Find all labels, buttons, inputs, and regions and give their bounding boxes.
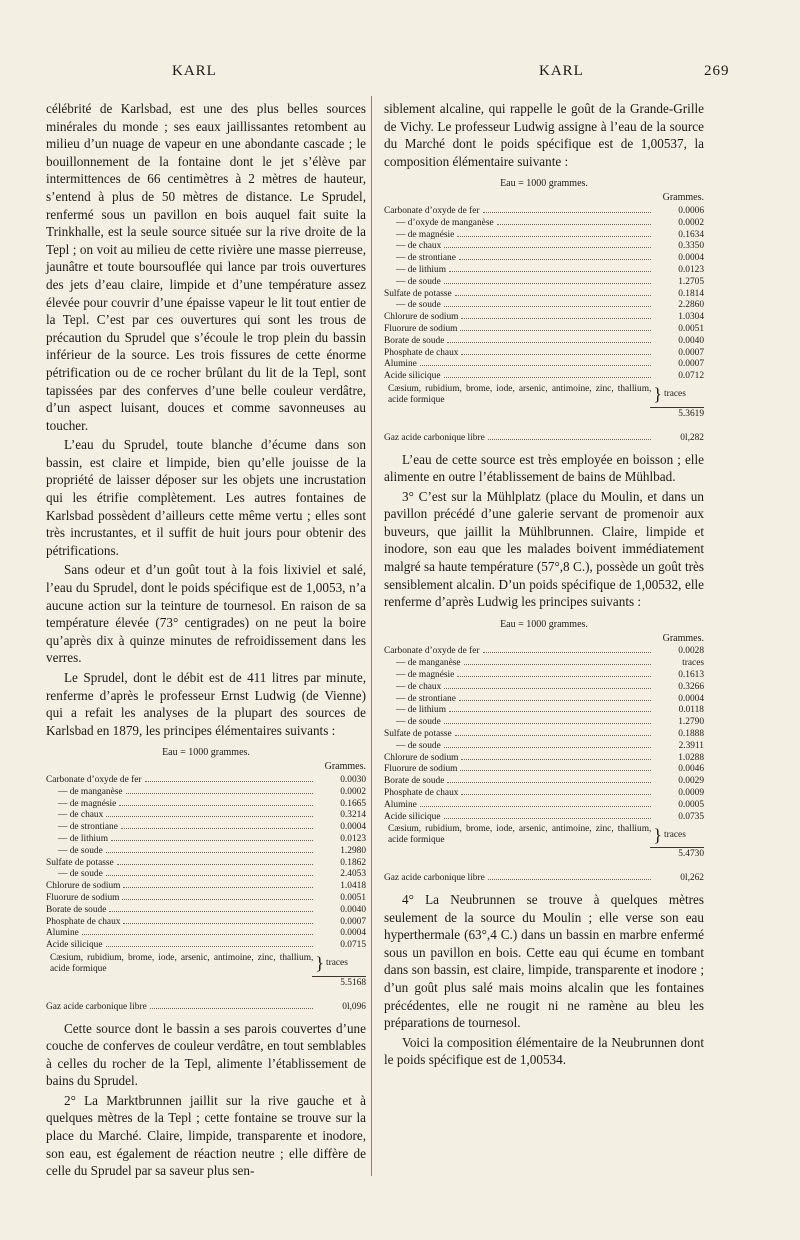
table-row [46, 905, 366, 917]
compound-label: Chlorure de sodium [384, 752, 459, 763]
table-row [384, 312, 704, 324]
right-column [384, 100, 704, 1071]
dot-leader [444, 283, 651, 284]
compound-value: 0.0007 [340, 916, 366, 927]
compound-value: 1.0288 [678, 752, 704, 763]
compound-value: 0.0123 [678, 264, 704, 275]
compound-label: Chlorure de sodium [46, 881, 121, 892]
compound-label: — de lithium [396, 705, 446, 716]
compound-label: Carbonate d’oxyde de fer [46, 774, 142, 785]
traces-row [384, 824, 704, 846]
table-row [384, 682, 704, 694]
table-row [384, 788, 704, 800]
compound-label: Sulfate de potasse [384, 288, 452, 299]
table-row [46, 917, 366, 929]
paragraph: Le Sprudel, dont le débit est de 411 litres par minute, renferme d’après le professeur Ernst Ludwig (de Vienne) qui a refait les analyses de la plupart des sources de Karlsbad en 1879, les principes élémentaires suivants : [46, 670, 366, 738]
table-row [46, 799, 366, 811]
compound-value: 2.2860 [678, 300, 704, 311]
traces-label: Cæsium, rubidium, brome, iode, arsenic, antimoine, zinc, thallium, acide formique [388, 383, 652, 405]
paragraph: 2° La Marktbrunnen jaillit sur la rive gauche et à quelques mètres de la Tepl ; cette fontaine se trouve sur la place du Marché. Claire, limpide, transparente et inodore, son eau, est également de réaction neutre ; elle diffère de celle du Sprudel par sa saveur plus sen- [46, 1092, 366, 1179]
compound-value: 0.0007 [678, 359, 704, 370]
compound-value: 0.0029 [678, 776, 704, 787]
dot-leader [123, 887, 313, 888]
compound-label: Phosphate de chaux [46, 916, 121, 927]
dot-leader [122, 899, 313, 900]
compound-label: Chlorure de sodium [384, 312, 459, 323]
total-value: 5.5168 [312, 976, 366, 990]
compound-label: — de soude [396, 276, 441, 287]
compound-label: Phosphate de chaux [384, 347, 459, 358]
dot-leader [444, 688, 651, 689]
composition-table-markt [384, 178, 704, 444]
dot-leader [488, 439, 651, 440]
compound-value: 0.0040 [678, 335, 704, 346]
traces-label: Cæsium, rubidium, brome, iode, arsenic, antimoine, zinc, thallium, acide formique [50, 952, 314, 974]
compound-label: Sulfate de potasse [46, 857, 114, 868]
table-row [384, 289, 704, 301]
compound-label: — de soude [396, 717, 441, 728]
brace-glyph: } [315, 953, 324, 974]
brace-glyph: } [653, 384, 662, 405]
dot-leader [106, 875, 313, 876]
paragraph: 3° C’est sur la Mühlplatz (place du Moulin, et dans un pavillon précédé d’une galerie servant de promenoir aux buveurs, que jaillit la Mühlbrunnen. Claire, limpide et inodore, son eau que les malades boivent immédiatement malgré sa haute température (57°,8 C.), possède un goût très sensiblement alcalin. D’un poids spécifique de 1,00532, elle renferme d’après Ludwig les principes suivants : [384, 488, 704, 610]
compound-value: 1.2705 [678, 276, 704, 287]
dot-leader [150, 1008, 313, 1009]
compound-value: 0.0004 [340, 822, 366, 833]
traces-row [46, 953, 366, 975]
paragraph: Voici la composition élémentaire de la Neubrunnen dont le poids spécifique est de 1,00534. [384, 1034, 704, 1068]
dot-leader [455, 295, 651, 296]
traces-label: Cæsium, rubidium, brome, iode, arsenic, antimoine, zinc, thallium, acide formique [388, 824, 652, 846]
compound-value: 0.1634 [678, 229, 704, 240]
dot-leader [126, 793, 313, 794]
dot-leader [117, 864, 313, 865]
compound-value: 0.0123 [340, 833, 366, 844]
dot-leader [483, 212, 651, 213]
compound-label: Sulfate de potasse [384, 729, 452, 740]
dot-leader [459, 700, 651, 701]
compound-value: 0.0002 [678, 217, 704, 228]
dot-leader [460, 330, 651, 331]
table-row [46, 775, 366, 787]
dot-leader [464, 664, 651, 665]
compound-label: — d’oxyde de manganèse [396, 217, 494, 228]
unit-header: Grammes. [662, 632, 704, 644]
table-row [384, 670, 704, 682]
dot-leader [459, 259, 651, 260]
unit-header: Grammes. [662, 192, 704, 204]
table-row [384, 359, 704, 371]
compound-value: 0.0007 [678, 347, 704, 358]
compound-value: 0.0118 [678, 705, 704, 716]
dot-leader [145, 781, 313, 782]
dot-leader [461, 354, 651, 355]
gas-label: Gaz acide carbonique libre [384, 432, 485, 443]
table-row [384, 717, 704, 729]
dot-leader [483, 652, 651, 653]
gas-row [384, 873, 704, 885]
table-row [46, 787, 366, 799]
compound-label: — de manganèse [58, 786, 123, 797]
compound-value: 0.1665 [340, 798, 366, 809]
table-row [384, 218, 704, 230]
table-row [384, 812, 704, 824]
table-row [46, 881, 366, 893]
compound-value: 0.0002 [340, 786, 366, 797]
table-row [384, 241, 704, 253]
compound-label: Carbonate d’oxyde de fer [384, 205, 480, 216]
dot-leader [420, 806, 651, 807]
table-row [384, 800, 704, 812]
compound-label: Alumine [384, 799, 417, 810]
dot-leader [444, 247, 651, 248]
total-row [384, 407, 704, 421]
compound-label: — de manganèse [396, 658, 461, 669]
compound-value: 0.0046 [678, 764, 704, 775]
compound-value: 0.0712 [678, 371, 704, 382]
dot-leader [109, 911, 313, 912]
dot-leader [457, 236, 651, 237]
compound-label: Acide silicique [46, 940, 103, 951]
compound-value: 0.0735 [678, 811, 704, 822]
table-row [384, 230, 704, 242]
compound-value: 1.0418 [340, 881, 366, 892]
dot-leader [444, 747, 651, 748]
dot-leader [461, 759, 651, 760]
compound-label: Fluorure de sodium [46, 892, 120, 903]
table-caption: Eau = 1000 grammes. [500, 618, 588, 630]
dot-leader [444, 377, 652, 378]
table-row [384, 658, 704, 670]
gas-value: 0l,262 [680, 873, 704, 884]
gas-row [384, 433, 704, 445]
total-row [46, 976, 366, 990]
paragraph: L’eau du Sprudel, toute blanche d’écume dans son bassin, est claire et limpide, bien qu’elle jouisse de la propriété de laisser déposer sur les objets une incrustation qui les étrifie complètement. Les autres fontaines de Karlsbad possèdent d’ailleurs cette même vertu ; elles sont très incrustantes, et il suffit de huit jours pour obtenir des pétrifications. [46, 437, 366, 558]
compound-label: Borate de soude [46, 904, 107, 915]
table-row [384, 776, 704, 788]
compound-value: 0.3214 [340, 810, 366, 821]
table-row [384, 253, 704, 265]
compound-value: traces [682, 658, 704, 669]
compound-value: 1.0304 [678, 312, 704, 323]
traces-row [384, 384, 704, 406]
compound-label: Borate de soude [384, 335, 445, 346]
table-row [384, 371, 704, 383]
compound-label: — de soude [58, 845, 103, 856]
dot-leader [449, 271, 651, 272]
dot-leader [444, 818, 652, 819]
table-row [46, 869, 366, 881]
total-value: 5.4730 [650, 847, 704, 861]
compound-value: 0.1613 [678, 670, 704, 681]
compound-label: — de chaux [58, 810, 104, 821]
unit-header: Grammes. [324, 761, 366, 773]
table-row [384, 741, 704, 753]
dot-leader [444, 306, 651, 307]
table-row [46, 822, 366, 834]
table-row [384, 206, 704, 218]
traces-value: traces [326, 958, 348, 969]
table-row [384, 729, 704, 741]
brace-glyph: } [653, 824, 662, 845]
compound-value: 0.0715 [340, 940, 366, 951]
dot-leader [420, 365, 651, 366]
compound-value: 0.0004 [340, 928, 366, 939]
compound-value: 0.3350 [678, 241, 704, 252]
composition-table-muhl [384, 619, 704, 885]
compound-label: Acide silicique [384, 371, 441, 382]
gas-value: 0l,282 [680, 432, 704, 443]
total-row [384, 847, 704, 861]
compound-label: Acide silicique [384, 811, 441, 822]
table-row [384, 277, 704, 289]
traces-value: traces [664, 829, 686, 840]
traces-value: traces [664, 389, 686, 400]
compound-value: 0.0030 [340, 774, 366, 785]
paragraph: siblement alcaline, qui rappelle le goût de la Grande-Grille de Vichy. Le professeur Ludwig assigne à l’eau de la source du Marché dont le poids spécifique est de 1,00537, la composition élémentaire suivante : [384, 101, 704, 169]
gas-row [46, 1002, 366, 1014]
compound-label: — de strontiane [58, 822, 118, 833]
dot-leader [497, 224, 651, 225]
paragraph: L’eau de cette source est très employée en boisson ; elle alimente en outre l’établissement de bains de Mühlbad. [384, 451, 704, 485]
composition-table-sprudel [46, 747, 366, 1013]
compound-label: Carbonate d’oxyde de fer [384, 646, 480, 657]
compound-label: — de magnésie [396, 670, 455, 681]
gas-label: Gaz acide carbonique libre [46, 1001, 147, 1012]
compound-label: Alumine [46, 928, 79, 939]
compound-value: 1.2790 [678, 717, 704, 728]
paragraph: Sans odeur et d’un goût tout à la fois lixiviel et salé, l’eau du Sprudel, dont le poids spécifique est de 1,0053, n’a aucune action sur la teinture de tournesol. En raison de sa température élevée (73° centigrades) on ne peut la boire qu’après dix à quinze minutes de refroidissement dans les verres. [46, 562, 366, 666]
column-divider [371, 96, 372, 1176]
table-row [384, 300, 704, 312]
table-row [46, 834, 366, 846]
gas-label: Gaz acide carbonique libre [384, 873, 485, 884]
table-row [384, 336, 704, 348]
compound-label: Phosphate de chaux [384, 788, 459, 799]
dot-leader [461, 318, 651, 319]
compound-label: — de magnésie [396, 229, 455, 240]
gas-value: 0l,096 [342, 1001, 366, 1012]
table-row [384, 764, 704, 776]
compound-label: Borate de soude [384, 776, 445, 787]
paragraph: 4° La Neubrunnen se trouve à quelques mètres seulement de la source du Moulin ; elle verse son eau hyperthermale (63°,4 C.) dans un bassin en marbre enfermé sous un pavillon en bois. Cette eau qui écume en tombant dans son bassin, est claire, limpide, transparente et inodore ; d’un goût plus salé mais moins alcalin que les fontaines précédentes, elle ne rougit ni ne ramène au bleu les préparations de tournesol. [384, 892, 704, 1031]
left-column [46, 100, 366, 1182]
compound-value: 0.0028 [678, 646, 704, 657]
dot-leader [461, 794, 651, 795]
right-running-head: KARL [539, 63, 584, 79]
dot-leader [460, 770, 651, 771]
page-number: 269 [704, 63, 730, 79]
compound-value: 1.2980 [340, 845, 366, 856]
dot-leader [444, 723, 651, 724]
dot-leader [449, 711, 651, 712]
compound-value: 0.0051 [678, 323, 704, 334]
compound-label: — de strontiane [396, 253, 456, 264]
table-row [46, 810, 366, 822]
table-row [384, 324, 704, 336]
table-row [46, 846, 366, 858]
dot-leader [111, 840, 313, 841]
compound-value: 2.4053 [340, 869, 366, 880]
compound-value: 0.0009 [678, 788, 704, 799]
total-value: 5.3619 [650, 407, 704, 421]
compound-label: Fluorure de sodium [384, 323, 458, 334]
table-caption: Eau = 1000 grammes. [162, 747, 250, 759]
table-row [384, 646, 704, 658]
dot-leader [447, 342, 651, 343]
dot-leader [447, 782, 651, 783]
table-row [46, 940, 366, 952]
compound-value: 0.0051 [340, 892, 366, 903]
table-row [46, 858, 366, 870]
compound-label: Alumine [384, 359, 417, 370]
compound-label: — de lithium [396, 264, 446, 275]
table-row [384, 705, 704, 717]
dot-leader [488, 879, 651, 880]
compound-value: 0.0006 [678, 205, 704, 216]
left-running-head: KARL [172, 63, 217, 79]
table-row [46, 928, 366, 940]
compound-label: — de strontiane [396, 693, 456, 704]
dot-leader [82, 934, 313, 935]
compound-value: 0.1814 [678, 288, 704, 299]
dot-leader [123, 923, 313, 924]
dot-leader [119, 805, 313, 806]
compound-value: 0.1888 [678, 729, 704, 740]
paragraph: célébrité de Karlsbad, est une des plus belles sources minérales du monde ; ses eaux jaillissantes retombent au milieu d’un nuage de vapeur en une abondante cascade ; le bouillonnement de la fontaine dont le jet s’élève par intermittences de 66 centimètres à 2 mètres de hauteur, s’entend à plus de 50 mètres de distance. Le Sprudel, renfermé sous un pavillon en bois auquel fait suite la Trinkhalle, est la seule source située sur la rive droite de la Tepl ; on voit au milieu de cette rivière une masse pierreuse, jaunâtre et toute boursouflée qui lance par trois ouvertures des jets d’eau claire, limpide et d’une température assez élevée pour couvrir d’une épaisse vapeur le lit tout entier de la Tepl. C’est par ces ouvertures qui sont les trous de précaution du Sprudel que s’écoule le trop plein du bassin inférieur de la source. Les trois fissures de cette énorme pétrification ou de ce rocher brûlant du lit de la Tepl, sont tapissées par des conferves d’une belle couleur verdâtre, d’un aspect luisant, douces et comme savonneuses au toucher. [46, 101, 366, 433]
dot-leader [106, 852, 313, 853]
compound-label: — de chaux [396, 681, 442, 692]
table-row [46, 893, 366, 905]
dot-leader [106, 946, 314, 947]
compound-label: — de lithium [58, 833, 108, 844]
compound-value: 0.0005 [678, 799, 704, 810]
table-row [384, 753, 704, 765]
table-row [384, 694, 704, 706]
compound-value: 0.3266 [678, 681, 704, 692]
dot-leader [106, 816, 313, 817]
compound-value: 0.0004 [678, 693, 704, 704]
table-row [384, 265, 704, 277]
compound-label: — de soude [396, 300, 441, 311]
compound-label: — de chaux [396, 241, 442, 252]
dot-leader [121, 828, 313, 829]
compound-label: Fluorure de sodium [384, 764, 458, 775]
compound-value: 0.0004 [678, 253, 704, 264]
compound-value: 0.0040 [340, 904, 366, 915]
table-caption: Eau = 1000 grammes. [500, 178, 588, 190]
compound-label: — de magnésie [58, 798, 117, 809]
paragraph: Cette source dont le bassin a ses parois couvertes d’une couche de conferves de couleur verdâtre, en tout semblables à celles du rocher de la Tepl, alimente l’établissement de bains du Sprudel. [46, 1020, 366, 1089]
compound-value: 2.3911 [678, 740, 704, 751]
compound-value: 0.1862 [340, 857, 366, 868]
compound-label: — de soude [58, 869, 103, 880]
dot-leader [455, 735, 651, 736]
table-row [384, 348, 704, 360]
dot-leader [457, 676, 651, 677]
compound-label: — de soude [396, 740, 441, 751]
